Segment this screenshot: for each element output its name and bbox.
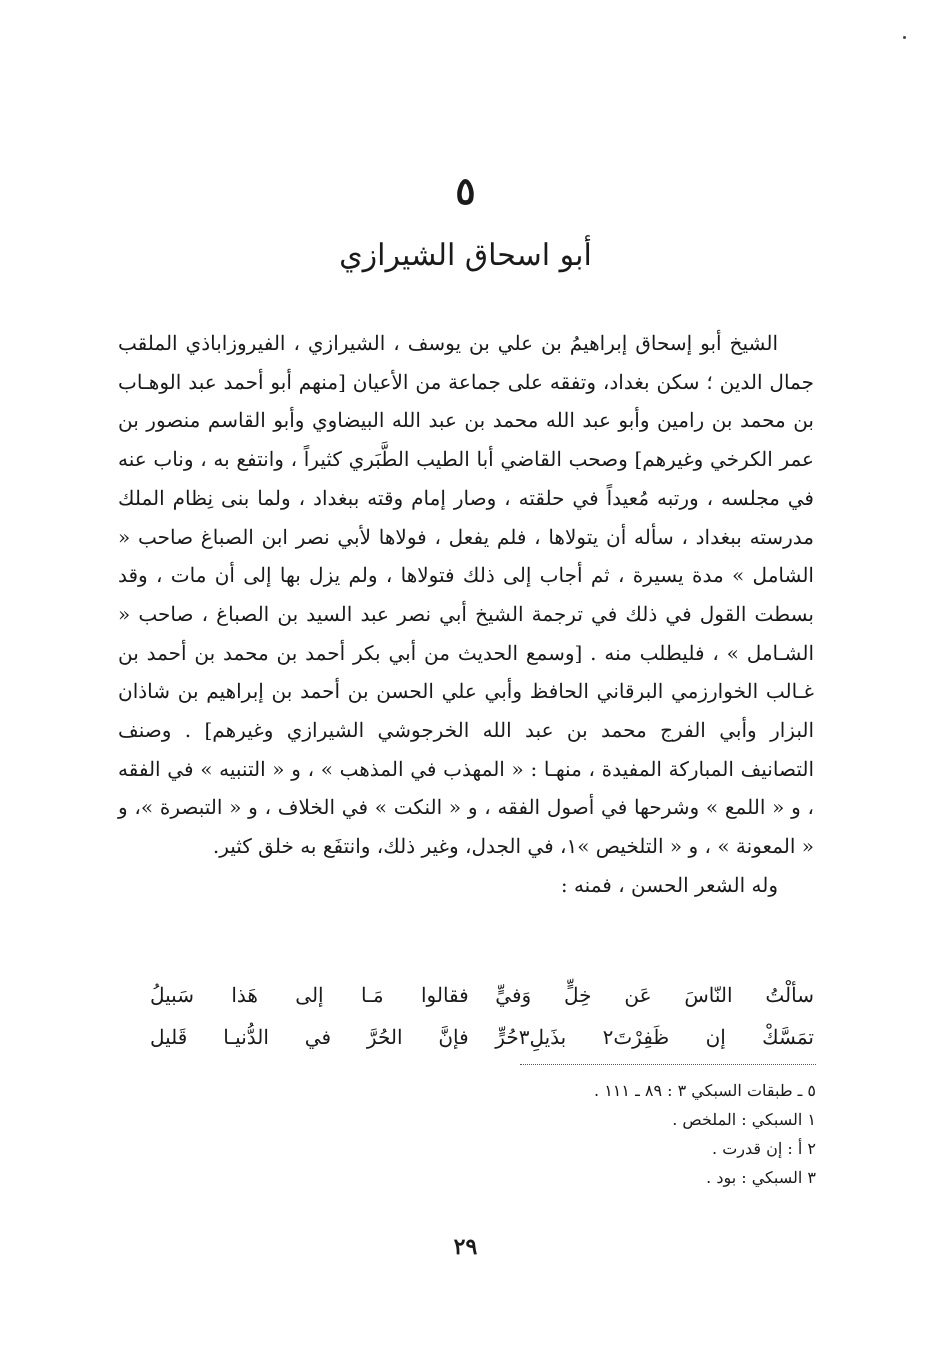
footnote-1: ١ السبكي : الملخص . <box>672 1110 816 1129</box>
page-number: ٢٩ <box>453 1234 478 1260</box>
verse-second-hemistich: فقالوا مَـا إلى هَذا سَبيلُ <box>150 983 469 1007</box>
poem <box>150 974 814 1058</box>
biography-text <box>118 324 814 905</box>
footnotes <box>420 1076 816 1192</box>
chapter-title: أبو اسحاق الشيرازي <box>339 238 592 273</box>
footnote-separator <box>520 1064 816 1065</box>
poetry-intro: وله الشعر الحسن ، فمنه : <box>560 872 778 897</box>
verse-first-hemistich: تمَسَّكْ إن ظَفِرْتَ٢ بذَيلِ٣حُرٍّ <box>495 1025 815 1049</box>
scan-speck <box>903 36 906 39</box>
footnote-3: ٣ السبكي : بود . <box>706 1168 816 1187</box>
poem-verse <box>150 974 814 1016</box>
verse-first-hemistich: سألْتُ النّاسَ عَن خِلٍّ وَفيٍّ <box>495 983 814 1007</box>
biography-paragraph: الشيخ أبو إسحاق إبراهيمُ بن علي بن يوسف ، الشيرازي ، الفيروزاباذي الملقب جمال الدين ؛ سكن بغداد، وتفقه على جماعة من الأعيان [منهم أبو أحمد عبد الوهـاب بن محمد بن رامين وأبو عبد الله محمد بن عبد الله البيضاوي وأبو القاسم منصور بن عمر الكرخي وغيرهم] وصحب القاضي أبا الطيب الطَّبَري كثيراً ، وانتفع به ، وناب عنه في مجلسه ، ورتبه مُعيداً في حلقته ، وصار إمام وقته ببغداد ، ولما بنى نِظام الملك مدرسته ببغداد ، سأله أن يتولاها ، فلم يفعل ، فولاها لأبي نصر ابن الصباغ صاحب « الشامل » مدة يسيرة ، ثم أجاب إلى ذلك فتولاها ، ولم يزل بها إلى أن مات ، وقد بسطت القول في ذلك في ترجمة الشيخ أبي نصر عبد السيد بن الصباغ ، صاحب « الشـامل » ، فليطلب منه . [وسمع الحديث من أبي بكر أحمد بن محمد بن أحمد بن غـالب الخوارزمي البرقاني الحافظ وأبي علي الحسن بن أحمد بن إبراهيم بن شاذان البزار وأبي الفرج محمد بن عبد الله الخرجوشي الشيرازي وغيرهم] . وصنف التصانيف المباركة المفيدة ، منهـا : « المهذب في المذهب » ، و « التنبيه » في الفقه ، و « اللمع » وشرحها في أصول الفقه ، و « النكت » في الخلاف ، و « التبصرة »، و « المعونة » ، و « التلخيص »١، في الجدل، وغير ذلك، وانتفَع به خلق كثير. <box>118 331 815 859</box>
verse-second-hemistich: فإنَّ الحُرَّ في الدُّنيـا قَليل <box>150 1025 469 1049</box>
footnote-source: ٥ ـ طبقات السبكي ٣ : ٨٩ ـ ١١١ . <box>594 1081 816 1100</box>
chapter-number: ٥ <box>455 168 476 213</box>
footnote-2: ٢ أ : إن قدرت . <box>712 1139 816 1158</box>
poem-verse <box>150 1016 814 1058</box>
